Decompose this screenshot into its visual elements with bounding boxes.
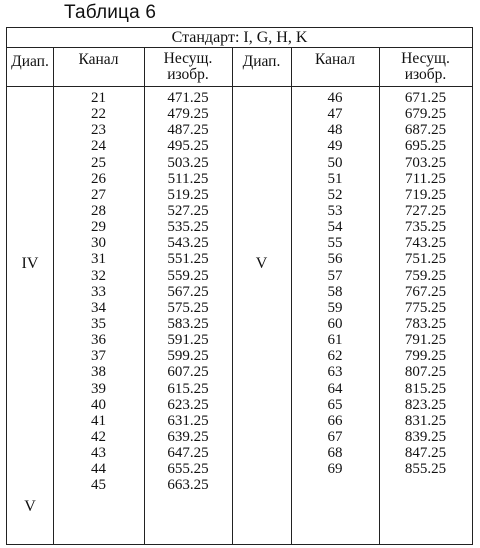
channel-cell: 24 [91, 138, 106, 155]
header-carrier-right: Несущ. изобр. [401, 50, 450, 83]
channel-cell: 28 [91, 202, 106, 219]
carrier-cell: 823.25 [404, 396, 447, 413]
channel-cell: 48 [327, 122, 343, 139]
channel-cell: 56 [327, 251, 343, 268]
channel-cell: 61 [327, 332, 343, 349]
band-label-iv: IV [21, 255, 39, 272]
carrier-cell: 743.25 [404, 235, 447, 252]
channel-cell: 33 [91, 283, 106, 300]
channel-cell: 64 [327, 380, 343, 397]
carrier-cell: 511.25 [167, 170, 209, 187]
carrier-cell: 639.25 [167, 428, 209, 445]
channel-cell: 65 [327, 396, 343, 413]
channel-cell: 60 [327, 315, 343, 332]
carrier-cell: 631.25 [167, 412, 209, 429]
header-band-left: Диап. [11, 53, 49, 70]
standard-header: Стандарт: I, G, H, K [171, 29, 308, 46]
carrier-cell: 855.25 [404, 461, 447, 478]
carrier-cell: 727.25 [404, 202, 447, 219]
carrier-cell: 759.25 [404, 267, 447, 284]
channel-cell: 21 [91, 90, 106, 106]
channel-cell: 55 [327, 235, 343, 252]
carrier-cell: 655.25 [167, 461, 209, 478]
right-channel-column [291, 90, 379, 477]
channel-cell: 66 [327, 412, 343, 429]
carrier-cell: 663.25 [167, 477, 209, 494]
carrier-cell: 607.25 [167, 364, 209, 381]
channel-cell: 46 [327, 90, 343, 106]
channel-cell: 30 [91, 235, 106, 252]
channel-cell: 41 [91, 412, 106, 429]
channel-cell: 47 [327, 106, 343, 123]
carrier-cell: 791.25 [404, 332, 447, 349]
carrier-cell: 847.25 [404, 445, 447, 462]
channel-cell: 52 [327, 186, 343, 203]
channel-cell: 53 [327, 202, 343, 219]
channel-cell: 27 [91, 186, 106, 203]
carrier-cell: 735.25 [404, 219, 447, 236]
channel-cell: 49 [327, 138, 343, 155]
carrier-cell: 559.25 [167, 267, 209, 284]
carrier-cell: 719.25 [404, 186, 447, 203]
channel-table [6, 27, 473, 545]
carrier-cell: 647.25 [167, 445, 209, 462]
carrier-cell: 527.25 [167, 202, 209, 219]
channel-cell: 51 [327, 170, 343, 187]
channel-cell: 34 [91, 299, 106, 316]
carrier-cell: 583.25 [167, 315, 209, 332]
channel-cell: 39 [91, 380, 106, 397]
carrier-cell: 807.25 [404, 364, 447, 381]
channel-cell: 31 [91, 251, 106, 268]
channel-cell: 26 [91, 170, 106, 187]
carrier-cell: 503.25 [167, 154, 209, 171]
carrier-cell: 679.25 [404, 106, 447, 123]
right-carrier-column [379, 90, 472, 477]
header-channel-right: Канал [314, 51, 356, 68]
channel-cell: 32 [91, 267, 106, 284]
channel-cell: 44 [91, 461, 106, 478]
channel-cell: 36 [91, 332, 106, 349]
channel-cell: 42 [91, 428, 106, 445]
left-channel-column [53, 90, 144, 494]
channel-cell: 67 [327, 428, 343, 445]
body-divider [7, 86, 472, 87]
channel-cell: 22 [91, 106, 106, 123]
carrier-cell: 495.25 [167, 138, 209, 155]
band-label-v-left: V [24, 498, 36, 515]
channel-cell: 69 [327, 461, 343, 478]
carrier-cell: 623.25 [167, 396, 209, 413]
carrier-cell: 575.25 [167, 299, 209, 316]
col-divider [232, 48, 233, 544]
channel-cell: 35 [91, 315, 106, 332]
channel-cell: 57 [327, 267, 343, 284]
left-carrier-column [144, 90, 232, 494]
header-band-right: Диап. [242, 53, 281, 70]
carrier-cell: 775.25 [404, 299, 447, 316]
carrier-cell: 687.25 [404, 122, 447, 139]
carrier-cell: 831.25 [404, 412, 447, 429]
channel-cell: 43 [91, 445, 106, 462]
carrier-cell: 839.25 [404, 428, 447, 445]
carrier-cell: 535.25 [167, 219, 209, 236]
carrier-cell: 767.25 [404, 283, 447, 300]
carrier-cell: 695.25 [404, 138, 447, 155]
carrier-cell: 591.25 [167, 332, 209, 349]
header-channel-left: Канал [78, 51, 119, 68]
channel-cell: 62 [327, 348, 343, 365]
carrier-cell: 599.25 [167, 348, 209, 365]
carrier-cell: 519.25 [167, 186, 209, 203]
channel-cell: 40 [91, 396, 106, 413]
carrier-cell: 471.25 [167, 90, 209, 106]
channel-cell: 59 [327, 299, 343, 316]
channel-cell: 50 [327, 154, 343, 171]
channel-cell: 54 [327, 219, 343, 236]
carrier-cell: 567.25 [167, 283, 209, 300]
carrier-cell: 783.25 [404, 315, 447, 332]
channel-cell: 58 [327, 283, 343, 300]
channel-cell: 45 [91, 477, 106, 494]
channel-cell: 38 [91, 364, 106, 381]
carrier-cell: 671.25 [404, 90, 447, 106]
carrier-cell: 551.25 [167, 251, 209, 268]
channel-cell: 37 [91, 348, 106, 365]
header-divider [7, 47, 472, 48]
carrier-cell: 751.25 [404, 251, 447, 268]
channel-cell: 68 [327, 445, 343, 462]
channel-cell: 29 [91, 219, 106, 236]
channel-cell: 23 [91, 122, 106, 139]
carrier-cell: 543.25 [167, 235, 209, 252]
carrier-cell: 711.25 [405, 170, 446, 187]
carrier-cell: 615.25 [167, 380, 209, 397]
carrier-cell: 815.25 [404, 380, 447, 397]
carrier-cell: 799.25 [404, 348, 447, 365]
channel-cell: 25 [91, 154, 106, 171]
table-title: Таблица 6 [64, 2, 157, 23]
channel-cell: 63 [327, 364, 343, 381]
band-label-v-right: V [255, 255, 268, 272]
carrier-cell: 479.25 [167, 106, 209, 123]
carrier-cell: 703.25 [404, 154, 447, 171]
header-carrier-left: Несущ. изобр. [163, 50, 213, 83]
carrier-cell: 487.25 [167, 122, 209, 139]
